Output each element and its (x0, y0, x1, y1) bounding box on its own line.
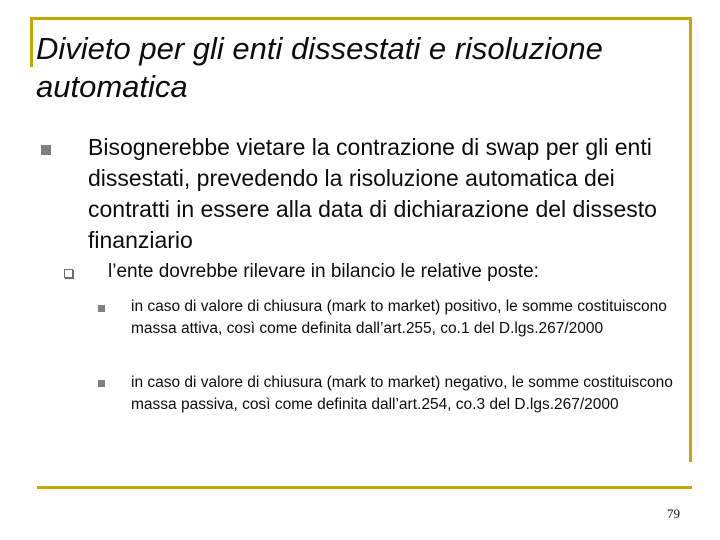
frame-right-line (689, 17, 692, 462)
page-number: 79 (667, 506, 680, 521)
bullet-text-level-2: l’ente dovrebbe rilevare in bilancio le relative poste: (108, 261, 539, 282)
slide-title: Divieto per gli enti dissestati e risoluzione automatica (36, 31, 603, 104)
frame-top-line (30, 17, 692, 20)
square-bullet-icon (41, 145, 51, 155)
bullet-text-level-3: in caso di valore di chiusura (mark to market) negativo, le somme costituiscono massa passiva, così come definita dall’art.254, co.3 del D.lgs.267/2000 (131, 374, 673, 413)
bullet-text-level-3: in caso di valore di chiusura (mark to market) positivo, le somme costituiscono massa attiva, così come definita dall’art.255, co.1 del D.lgs.267/2000 (131, 298, 667, 337)
square-bullet-icon (98, 305, 105, 312)
bullet-text-level-1: Bisognerebbe vietare la contrazione di swap per gli enti dissestati, prevedendo la risoluzione automatica dei contratti in essere alla data di dichiarazione del dissesto finanziario (88, 134, 657, 253)
frame-bottom-line (37, 486, 692, 489)
hollow-square-bullet-icon (64, 269, 73, 278)
square-bullet-icon (98, 380, 105, 387)
frame-left-line (30, 17, 33, 67)
